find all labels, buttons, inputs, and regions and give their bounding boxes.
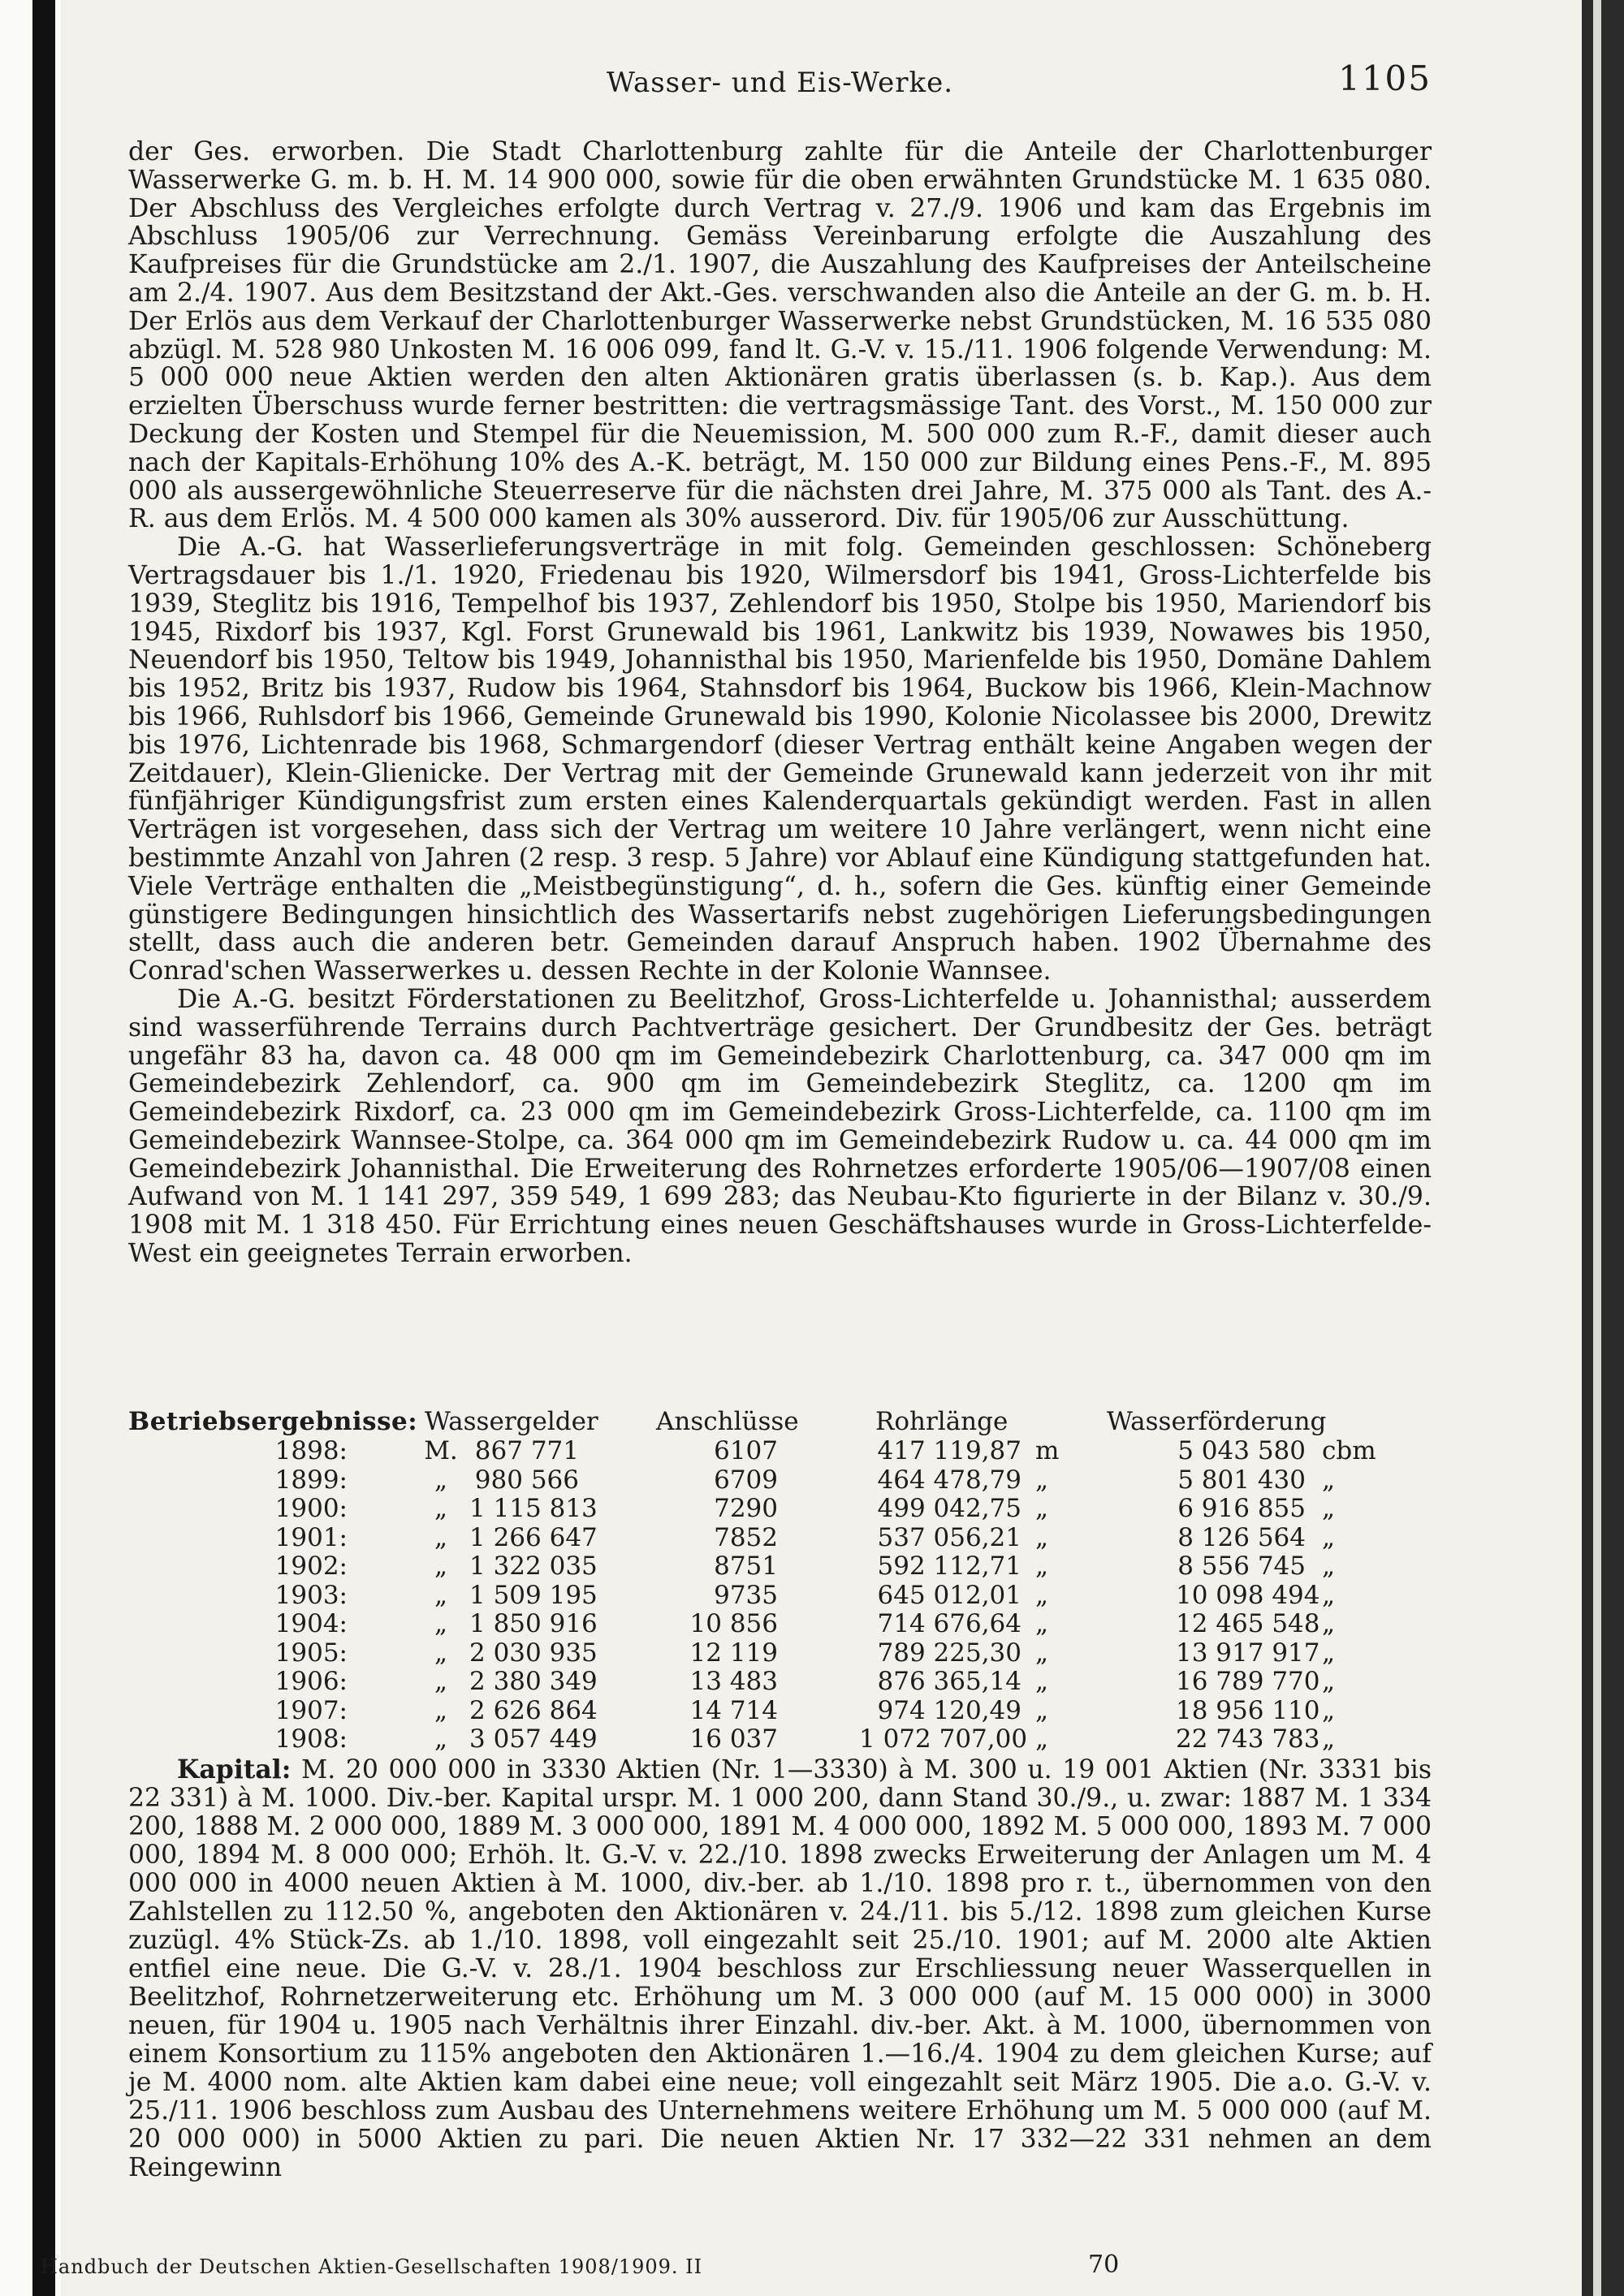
col-header-wassergelder: Wassergelder	[425, 1407, 598, 1436]
col-header-rohrlaenge: Rohrlänge	[875, 1407, 1009, 1436]
row-rohrlaenge: 592 112,71	[877, 1552, 1021, 1581]
paragraph-sale-proceeds: der Ges. erworben. Die Stadt Charlottenburg zahlte für die Anteile der Charlottenburger Wasserwerke G. m. b. H. M. 14 900 000, sowie für die oben erwähnten Grundstücke M. 1 635 080. Der Abschluss des Vergleiches erfolgte durch Vertrag v. 27./9. 1906 und kam das Ergebnis im Abschluss 1905/06 zur Verrechnung. Gemäss Vereinbarung erfolgte die Auszahlung des Kaufpreises für die Grundstücke am 2./1. 1907, die Auszahlung des Kaufpreises der Anteilscheine am 2./4. 1907. Aus dem Besitzstand der Akt.-Ges. verschwanden also die Anteile an der G. m. b. H. Der Erlös aus dem Verkauf der Charlottenburger Wasserwerke nebst Grundstücken, M. 16 535 080 abzügl. M. 528 980 Unkosten M. 16 006 099, fand lt. G.-V. v. 15./11. 1906 folgende Verwendung: M. 5 000 000 neue Aktien werden den alten Aktionären gratis überlassen (s. b. Kap.). Aus dem erzielten Überschuss wurde ferner bestritten: die vertragsmässige Tant. des Vorst., M. 150 000 zur Deckung der Kosten und Stempel für die Neuemission, M. 500 000 zum R.-F., damit dieser auch nach der Kapitals-Erhöhung 10% des A.-K. beträgt, M. 150 000 zur Bildung eines Pens.-F., M. 895 000 als aussergewöhnliche Steuerreserve für die nächsten drei Jahre, M. 375 000 als Tant. des A.-R. aus dem Erlös. M. 4 500 000 kamen als 30% ausserord. Div. für 1905/06 zur Ausschüttung.	[128, 137, 1432, 534]
row-wassergelder: 1 850 916	[469, 1609, 598, 1638]
row-year: 1906:	[274, 1667, 348, 1696]
row-anschluesse: 7852	[714, 1522, 778, 1552]
row-year: 1900:	[274, 1494, 348, 1523]
row-anschluesse: 6107	[714, 1436, 778, 1465]
row-year: 1901:	[274, 1522, 348, 1552]
row-wasserfoerderung: 5 801 430	[1177, 1465, 1306, 1495]
row-currency: „	[434, 1609, 448, 1638]
table-row	[128, 1609, 1432, 1638]
footer-signature: 70	[1088, 2251, 1120, 2279]
row-wasserfoerderung: 22 743 783	[1176, 1724, 1320, 1754]
row-currency: „	[434, 1667, 448, 1696]
row-wasserfoerderung: 10 098 494	[1176, 1580, 1320, 1610]
table-row	[128, 1465, 1432, 1495]
row-currency: M.	[424, 1436, 458, 1465]
scan-binding-edge	[32, 0, 55, 2296]
row-year: 1908:	[274, 1724, 348, 1754]
row-currency: „	[434, 1494, 448, 1523]
row-currency: „	[434, 1695, 448, 1725]
document-page	[128, 0, 1432, 2296]
results-table-header	[128, 1407, 1432, 1436]
row-rohr-unit: „	[1035, 1609, 1049, 1638]
row-rohr-unit: m	[1035, 1436, 1060, 1465]
row-wasser-unit: „	[1322, 1609, 1336, 1638]
row-rohrlaenge: 1 072 707,00	[859, 1724, 1028, 1754]
results-table-body	[128, 1436, 1432, 1754]
row-wasserfoerderung: 16 789 770	[1176, 1667, 1320, 1696]
kapital-text: M. 20 000 000 in 3330 Aktien (Nr. 1—3330) à M. 300 u. 19 001 Aktien (Nr. 3331 bis 22 331) à M. 1000. Div.-ber. Kapital urspr. M. 1 000 200, dann Stand 30./9., u. zwar: 1887 M. 1 334 200, 1888 M. 2 000 000, 1889 M. 3 000 000, 1891 M. 4 000 000, 1892 M. 5 000 000, 1893 M. 7 000 000, 1894 M. 8 000 000; Erhöh. lt. G.-V. v. 22./10. 1898 zwecks Erweiterung der Anlagen um M. 4 000 000 in 4000 neuen Aktien à M. 1000, div.-ber. ab 1./10. 1898 pro r. t., übernommen von den Zahlstellen zu 112.50 %, angeboten den Aktionären v. 24./11. bis 5./12. 1898 zum gleichen Kurse zuzügl. 4% Stück-Zs. ab 1./10. 1898, voll eingezahlt seit 25./10. 1901; auf M. 2000 alte Aktien entfiel eine neue. Die G.-V. v. 28./1. 1904 beschloss zur Erschliessung neuer Wasserquellen in Beelitzhof, Rohrnetzerweiterung etc. Erhöhung um M. 3 000 000 (auf M. 15 000 000) in 3000 neuen, für 1904 u. 1905 nach Verhältnis ihrer Einzahl. div.-ber. Akt. à M. 1000, übernommen von einem Konsortium zu 115% angeboten den Aktionären 1.—16./4. 1904 zu dem gleichen Kurse; auf je M. 4000 nom. alte Aktien kam dabei eine neue; voll eingezahlt seit März 1905. Die a.o. G.-V. v. 25./11. 1906 beschloss zum Ausbau des Unternehmens weitere Erhöhung um M. 5 000 000 (auf M. 20 000 000) in 5000 Aktien zu pari. Die neuen Aktien Nr. 17 332—22 331 nehmen an dem Reingewinn	[128, 1755, 1432, 2182]
row-wassergelder: 867 771	[474, 1436, 579, 1465]
row-wassergelder: 3 057 449	[469, 1724, 598, 1754]
row-year: 1902:	[274, 1552, 348, 1581]
row-wasserfoerderung: 8 126 564	[1177, 1522, 1306, 1552]
row-wasser-unit: „	[1322, 1552, 1336, 1581]
row-currency: „	[434, 1465, 448, 1495]
row-rohrlaenge: 876 365,14	[877, 1667, 1021, 1696]
row-wasser-unit: „	[1322, 1494, 1336, 1523]
row-rohr-unit: „	[1035, 1638, 1049, 1668]
row-wasser-unit: „	[1322, 1695, 1336, 1725]
row-wasser-unit: „	[1322, 1465, 1336, 1495]
row-rohr-unit: „	[1035, 1552, 1049, 1581]
row-wasserfoerderung: 6 916 855	[1177, 1494, 1306, 1523]
col-header-anschluesse: Anschlüsse	[656, 1407, 799, 1436]
row-wassergelder: 1 322 035	[469, 1552, 598, 1581]
table-row	[128, 1696, 1432, 1725]
table-row	[128, 1552, 1432, 1581]
row-wassergelder: 2 626 864	[469, 1695, 598, 1725]
row-anschluesse: 12 119	[689, 1638, 778, 1668]
row-wasser-unit: „	[1322, 1724, 1336, 1754]
row-currency: „	[434, 1552, 448, 1581]
row-wasser-unit: cbm	[1322, 1436, 1376, 1465]
row-wassergelder: 980 566	[474, 1465, 579, 1495]
row-rohrlaenge: 499 042,75	[877, 1494, 1021, 1523]
table-row	[128, 1494, 1432, 1523]
row-wasser-unit: „	[1322, 1667, 1336, 1696]
row-wasserfoerderung: 18 956 110	[1176, 1695, 1320, 1725]
kapital-section	[128, 1755, 1432, 2182]
row-rohr-unit: „	[1035, 1465, 1049, 1495]
row-rohrlaenge: 974 120,49	[877, 1695, 1021, 1725]
row-rohrlaenge: 417 119,87	[877, 1436, 1021, 1465]
row-year: 1898:	[274, 1436, 348, 1465]
row-year: 1907:	[274, 1695, 348, 1725]
row-anschluesse: 8751	[714, 1552, 778, 1581]
row-rohrlaenge: 464 478,79	[877, 1465, 1021, 1495]
row-year: 1903:	[274, 1580, 348, 1610]
row-currency: „	[434, 1638, 448, 1668]
row-wasser-unit: „	[1322, 1522, 1336, 1552]
row-currency: „	[434, 1580, 448, 1610]
table-row	[128, 1638, 1432, 1668]
kapital-label: Kapital:	[177, 1754, 292, 1785]
row-wasserfoerderung: 12 465 548	[1176, 1609, 1320, 1638]
row-year: 1899:	[274, 1465, 348, 1495]
row-rohrlaenge: 789 225,30	[877, 1638, 1021, 1668]
row-currency: „	[434, 1522, 448, 1552]
row-rohr-unit: „	[1035, 1580, 1049, 1610]
row-wasserfoerderung: 5 043 580	[1177, 1436, 1306, 1465]
row-wassergelder: 1 509 195	[469, 1580, 598, 1610]
footer-source: Handbuch der Deutschen Aktien-Gesellschaften 1908/1909. II	[41, 2255, 703, 2278]
row-anschluesse: 10 856	[689, 1609, 778, 1638]
table-row	[128, 1724, 1432, 1754]
row-anschluesse: 16 037	[689, 1724, 778, 1754]
body-text	[128, 138, 1432, 1268]
row-rohr-unit: „	[1035, 1695, 1049, 1725]
row-rohrlaenge: 645 012,01	[877, 1580, 1021, 1610]
page-number: 1105	[1338, 58, 1432, 98]
running-header-title: Wasser- und Eis-Werke.	[606, 67, 954, 99]
row-anschluesse: 13 483	[689, 1667, 778, 1696]
row-wassergelder: 1 266 647	[469, 1522, 598, 1552]
col-header-wasserfoerderung: Wasserförderung	[1107, 1407, 1327, 1436]
scan-right-border	[1593, 0, 1601, 2296]
row-wassergelder: 2 030 935	[469, 1638, 598, 1668]
row-currency: „	[434, 1724, 448, 1754]
paragraph-supply-contracts: Die A.-G. hat Wasserlieferungsverträge in mit folg. Gemeinden geschlossen: Schöneberg Vertragsdauer bis 1./1. 1920, Friedenau bis 1920, Wilmersdorf bis 1941, Gross-Lichterfelde bis 1939, Steglitz bis 1916, Tempelhof bis 1937, Zehlendorf bis 1950, Stolpe bis 1950, Mariendorf bis 1945, Rixdorf bis 1937, Kgl. Forst Grunewald bis 1961, Lankwitz bis 1939, Nowawes bis 1950, Neuendorf bis 1950, Teltow bis 1949, Johannisthal bis 1950, Marienfelde bis 1950, Domäne Dahlem bis 1952, Britz bis 1937, Rudow bis 1964, Stahnsdorf bis 1964, Buckow bis 1966, Klein-Machnow bis 1966, Ruhlsdorf bis 1966, Gemeinde Grunewald bis 1990, Kolonie Nicolassee bis 2000, Drewitz bis 1976, Lichtenrade bis 1968, Schmargendorf (dieser Vertrag enthält keine Angaben wegen der Zeitdauer), Klein-Glienicke. Der Vertrag mit der Gemeinde Grunewald kann jederzeit von ihr mit fünfjähriger Kündigungsfrist zum ersten eines Kalenderquartals gekündigt werden. Fast in allen Verträgen ist vorgesehen, dass sich der Vertrag um weitere 10 Jahre verlängert, wenn nicht eine bestimmte Anzahl von Jahren (2 resp. 3 resp. 5 Jahre) vor Ablauf eine Kündigung stattgefunden hat. Viele Verträge enthalten die „Meistbegünstigung“, d. h., sofern die Ges. künftig einer Gemeinde günstigere Bedingungen hinsichtlich des Wassertarifs nebst zugehörigen Lieferungsbedingungen stellt, dass auch die anderen betr. Gemeinden darauf Anspruch haben. 1902 Übernahme des Conrad'schen Wasserwerkes u. dessen Rechte in der Kolonie Wannsee.	[128, 533, 1432, 986]
row-wasser-unit: „	[1322, 1638, 1336, 1668]
row-year: 1904:	[274, 1609, 348, 1638]
row-anschluesse: 14 714	[689, 1695, 778, 1725]
table-row	[128, 1436, 1432, 1465]
table-row	[128, 1667, 1432, 1696]
row-anschluesse: 9735	[714, 1580, 778, 1610]
row-wassergelder: 1 115 813	[469, 1494, 598, 1523]
row-rohr-unit: „	[1035, 1494, 1049, 1523]
row-wassergelder: 2 380 349	[469, 1667, 598, 1696]
row-anschluesse: 6709	[714, 1465, 778, 1495]
table-row	[128, 1523, 1432, 1552]
paragraph-stations-property: Die A.-G. besitzt Förderstationen zu Beelitzhof, Gross-Lichterfelde u. Johannisthal; ausserdem sind wasserführende Terrains durch Pachtverträge gesichert. Der Grundbesitz der Ges. beträgt ungefähr 83 ha, davon ca. 48 000 qm im Gemeindebezirk Charlottenburg, ca. 347 000 qm im Gemeindebezirk Zehlendorf, ca. 900 qm im Gemeindebezirk Steglitz, ca. 1200 qm im Gemeindebezirk Rixdorf, ca. 23 000 qm im Gemeindebezirk Gross-Lichterfelde, ca. 1100 qm im Gemeindebezirk Wannsee-Stolpe, ca. 364 000 qm im Gemeindebezirk Rudow u. ca. 44 000 qm im Gemeindebezirk Johannisthal. Die Erweiterung des Rohrnetzes erforderte 1905/06—1907/08 einen Aufwand von M. 1 141 297, 359 549, 1 699 283; das Neubau-Kto figurierte in der Bilanz v. 30./9. 1908 mit M. 1 318 450. Für Errichtung eines neuen Geschäftshauses wurde in Gross-Lichterfelde-West ein geeignetes Terrain erworben.	[128, 984, 1432, 1269]
results-table-title: Betriebsergebnisse:	[128, 1407, 418, 1436]
row-year: 1905:	[274, 1638, 348, 1668]
table-row	[128, 1581, 1432, 1610]
scan-right-edge	[1582, 0, 1624, 2296]
row-rohr-unit: „	[1035, 1522, 1049, 1552]
row-wasser-unit: „	[1322, 1580, 1336, 1610]
row-rohr-unit: „	[1035, 1724, 1049, 1754]
row-anschluesse: 7290	[714, 1494, 778, 1523]
row-rohr-unit: „	[1035, 1667, 1049, 1696]
row-rohrlaenge: 714 676,64	[877, 1609, 1021, 1638]
row-wasserfoerderung: 8 556 745	[1177, 1552, 1306, 1581]
row-rohrlaenge: 537 056,21	[877, 1522, 1021, 1552]
row-wasserfoerderung: 13 917 917	[1176, 1638, 1320, 1668]
